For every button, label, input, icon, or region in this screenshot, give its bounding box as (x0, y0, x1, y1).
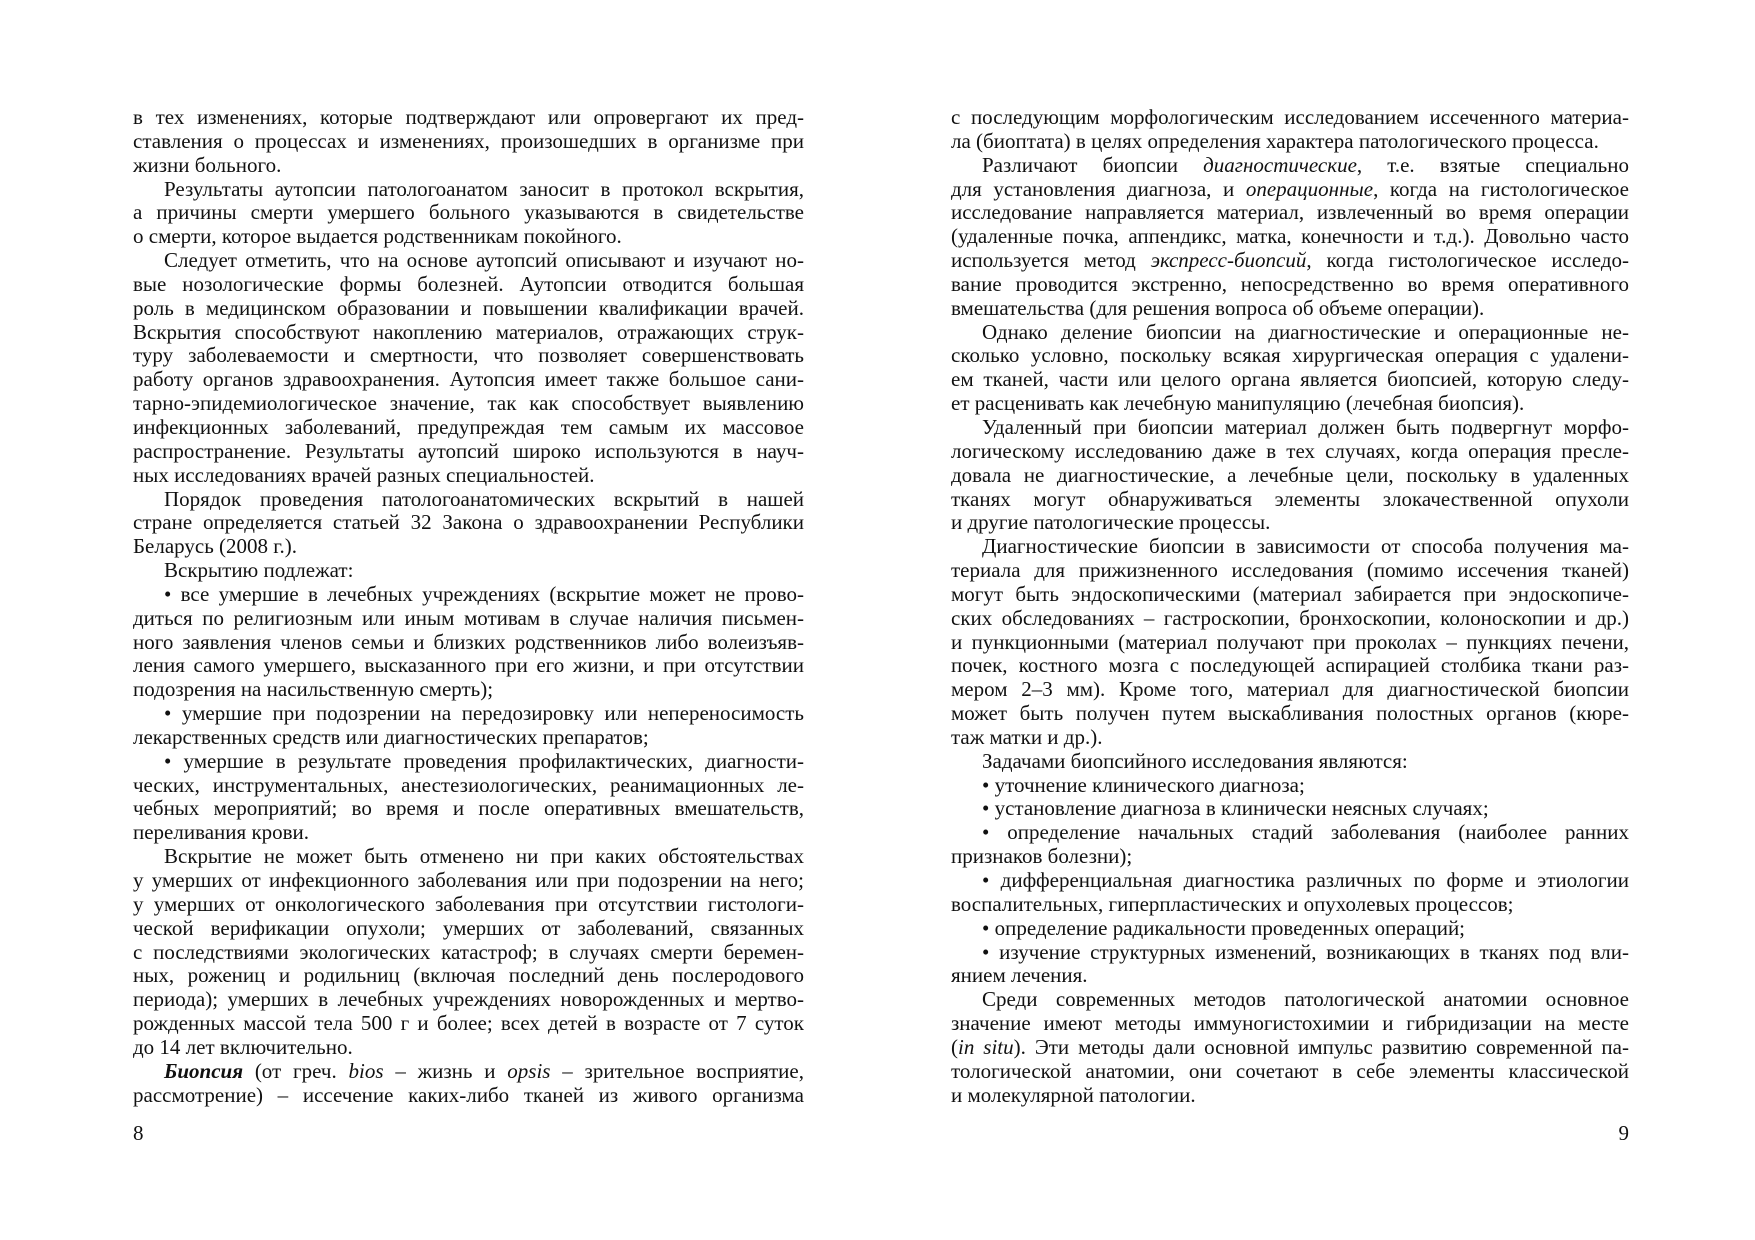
text-segment: тологической анатомии, они сочетают в себе элементы классической (951, 1058, 1629, 1083)
text-line (133, 1012, 804, 1036)
text-line (133, 726, 804, 750)
text-segment: логическому исследованию даже в тех случаях, когда операция пресле- (951, 438, 1629, 463)
text-line (951, 583, 1629, 607)
italic-term: bios (348, 1058, 384, 1083)
text-segment: почек, костного мозга с последующей аспирацией столбика ткани раз- (951, 653, 1629, 678)
text-line (951, 869, 1629, 893)
text-segment: ческой верификации опухоли; умерших от заболеваний, связанных (133, 915, 804, 940)
text-line (951, 797, 1629, 821)
italic-term: in situ (958, 1034, 1014, 1059)
text-line (951, 702, 1629, 726)
text-segment: ных, рожениц и родильниц (включая последний день послеродового (133, 963, 804, 988)
italic-term: операционные (1245, 176, 1374, 201)
text-segment: • умершие в результате проведения профилактических, диагности- (164, 748, 804, 773)
text-segment: может быть получен путем выскабливания полостных органов (кюре- (951, 701, 1629, 726)
text-segment: ления самого умершего, высказанного при его жизни, и при отсутствии (133, 653, 804, 678)
page-number-left: 8 (133, 1121, 144, 1145)
text-line (951, 941, 1629, 965)
text-line (951, 106, 1629, 130)
text-segment: до 14 лет включительно. (133, 1034, 353, 1059)
text-line (133, 917, 804, 941)
text-line (133, 559, 804, 583)
text-line (951, 297, 1629, 321)
text-line (133, 488, 804, 512)
text-segment: а причины смерти умершего больного указываются в свидетельстве (133, 200, 804, 225)
text-segment: Среди современных методов патологической анатомии основное (982, 987, 1629, 1012)
text-segment: довала не диагностические, а лечебные цели, поскольку в удаленных (951, 462, 1629, 487)
text-line (133, 440, 804, 464)
text-line (133, 797, 804, 821)
text-segment: Вскрытие не может быть отменено ни при каких обстоятельствах (164, 844, 804, 869)
text-segment: вые нозологические формы болезней. Аутопсии отводится большая (133, 271, 804, 296)
text-segment: у умерших от онкологического заболевания при отсутствии гистологи- (133, 891, 804, 916)
text-segment: Однако деление биопсии на диагностические и операционные не- (982, 319, 1629, 344)
text-line (133, 893, 804, 917)
text-segment: , т.е. взятые специально (1356, 152, 1629, 177)
text-segment: • дифференциальная диагностика различных по форме и этиологии (982, 868, 1629, 892)
text-segment: периода); умерших в лечебных учреждениях новорожденных и мертво- (133, 987, 804, 1012)
text-line (133, 368, 804, 392)
text-line (951, 249, 1629, 273)
text-line (951, 917, 1629, 941)
text-segment: мером 2–3 мм). Кроме того, материал для диагностической биопсии (951, 677, 1629, 702)
text-segment: ). Эти методы дали основной импульс развитию современной па- (1013, 1034, 1629, 1059)
text-segment: инфекционных заболеваний, предупреждая тем самым их массовое (133, 414, 804, 439)
text-segment: работу органов здравоохранения. Аутопсия имеет также большое сани- (133, 367, 804, 392)
text-segment: роль в медицинском образовании и повышении квалификации врачей. (133, 295, 804, 320)
text-segment: янием лечения. (951, 963, 1088, 988)
bold-italic-term: Биопсия (164, 1058, 244, 1083)
text-line (133, 297, 804, 321)
text-line (951, 130, 1629, 154)
text-segment: стране определяется статьей 32 Закона о здравоохранении Республики (133, 510, 804, 535)
text-line (133, 607, 804, 631)
text-segment: диться по религиозным или иным мотивам в случае наличия письмен- (133, 605, 804, 630)
text-line (951, 201, 1629, 225)
text-segment: признаков болезни); (951, 844, 1133, 869)
text-segment: • изучение структурных изменений, возникающих в тканях под вли- (982, 939, 1629, 964)
text-segment: вмешательства (для решения вопроса об объеме операции). (951, 295, 1485, 320)
text-segment: , когда на гистологическое (1373, 176, 1629, 201)
text-line (951, 392, 1629, 416)
text-segment: переливания крови. (133, 820, 310, 845)
text-line (951, 273, 1629, 297)
text-line (951, 774, 1629, 798)
text-line (951, 440, 1629, 464)
text-line (133, 583, 804, 607)
text-segment: ( (951, 1034, 958, 1059)
text-segment: ских обследованиях – гастроскопии, бронхоскопии, колоноскопии и др.) (951, 605, 1629, 630)
text-line (133, 535, 804, 559)
text-segment: рассмотрение) – иссечение каких-либо тканей из живого организма (133, 1082, 804, 1107)
text-line (951, 821, 1629, 845)
text-line (951, 726, 1629, 750)
text-segment: Удаленный при биопсии материал должен быть подвергнут морфо- (982, 414, 1629, 439)
text-segment: и молекулярной патологии. (951, 1082, 1196, 1107)
text-segment: подозрения на насильственную смерть); (133, 677, 494, 702)
text-line (133, 273, 804, 297)
text-segment: о смерти, которое выдается родственникам покойного. (133, 224, 622, 249)
text-segment: Вскрытию подлежат: (164, 558, 354, 583)
text-line (951, 1084, 1629, 1108)
text-segment: жизни больного. (133, 152, 282, 177)
text-segment: • определение радикальности проведенных операций; (982, 915, 1466, 940)
text-line (951, 488, 1629, 512)
text-line (133, 416, 804, 440)
text-line (133, 678, 804, 702)
text-line (133, 130, 804, 154)
text-line (133, 106, 804, 130)
text-segment: лекарственных средств или диагностических препаратов; (133, 724, 649, 749)
text-line (951, 964, 1629, 988)
text-segment: • умершие при подозрении на передозировку или непереносимость (164, 701, 804, 726)
text-segment: у умерших от инфекционного заболевания или при подозрении на него; (133, 868, 804, 892)
text-line (133, 344, 804, 368)
text-segment: ла (биоптата) в целях определения характера патологического процесса. (951, 128, 1599, 153)
text-segment: Диагностические биопсии в зависимости от способа получения ма- (982, 534, 1629, 559)
text-line (951, 988, 1629, 1012)
text-line (133, 654, 804, 678)
text-line (133, 464, 804, 488)
text-segment: Задачами биопсийного исследования являются: (982, 748, 1408, 773)
text-line (951, 368, 1629, 392)
text-line (133, 702, 804, 726)
text-line (133, 1084, 804, 1108)
text-line (951, 559, 1629, 583)
text-line (133, 249, 804, 273)
text-line (951, 1012, 1629, 1036)
text-segment: Различают биопсии (982, 152, 1204, 177)
text-line (133, 201, 804, 225)
text-segment: (от греч. (243, 1058, 349, 1083)
text-segment: используется метод (951, 248, 1151, 273)
text-segment: чебных мероприятий; во время и после оперативных вмешательств, (133, 796, 804, 821)
text-line (133, 511, 804, 535)
text-line (951, 893, 1629, 917)
text-line (951, 178, 1629, 202)
text-line (133, 1060, 804, 1084)
text-line (133, 154, 804, 178)
italic-term: opsis (507, 1058, 551, 1083)
italic-term: экспресс-биопсий (1150, 248, 1307, 273)
text-line (951, 631, 1629, 655)
text-line (951, 654, 1629, 678)
text-segment: ческих, инструментальных, анестезиологических, реанимационных ле- (133, 772, 804, 797)
text-segment: ет расценивать как лечебную манипуляцию (лечебная биопсия). (951, 391, 1525, 416)
text-line (951, 535, 1629, 559)
text-line (133, 631, 804, 655)
text-segment: и пункционными (материал получают при проколах – пункциях печени, (951, 629, 1629, 654)
text-segment: ем тканей, части или целого органа является биопсией, которую следу- (951, 367, 1629, 392)
text-segment: с последующим морфологическим исследованием иссеченного материа- (951, 105, 1629, 129)
text-segment: исследование направляется материал, извлеченный во время операции (951, 200, 1629, 225)
text-segment: воспалительных, гиперпластических и опухолевых процессов; (951, 891, 1514, 916)
text-line (951, 607, 1629, 631)
text-line (951, 1060, 1629, 1084)
text-segment: териала для прижизненного исследования (помимо иссечения тканей) (951, 558, 1629, 583)
text-segment: Порядок проведения патологоанатомических вскрытий в нашей (164, 486, 804, 511)
page-number-right: 9 (1618, 1121, 1629, 1145)
text-line (951, 845, 1629, 869)
text-line (133, 869, 804, 893)
text-line (133, 821, 804, 845)
text-line (133, 392, 804, 416)
text-segment: • установление диагноза в клинически неясных случаях; (982, 796, 1489, 821)
right-page-text (951, 106, 1629, 1107)
text-line (951, 344, 1629, 368)
text-segment: ных исследованиях врачей разных специальностей. (133, 462, 595, 487)
text-line (133, 750, 804, 774)
text-segment: (удаленные почка, аппендикс, матка, конечности и т.д.). Довольно часто (951, 224, 1629, 249)
text-line (133, 774, 804, 798)
text-line (951, 416, 1629, 440)
text-segment: с последствиями экологических катастроф; в случаях смерти беремен- (133, 939, 804, 964)
text-segment: вание проводится экстренно, непосредственно во время оперативного (951, 271, 1629, 296)
text-line (133, 225, 804, 249)
text-segment: – жизнь и (383, 1058, 508, 1083)
text-line (951, 225, 1629, 249)
left-page-text (133, 106, 804, 1107)
text-line (133, 941, 804, 965)
text-segment: • уточнение клинического диагноза; (982, 772, 1305, 797)
text-segment: Беларусь (2008 г.). (133, 534, 298, 559)
text-segment: • определение начальных стадий заболевания (наиболее ранних (982, 820, 1629, 845)
text-segment: распространение. Результаты аутопсий широко используются в науч- (133, 438, 804, 463)
text-segment: Результаты аутопсии патологоанатом заносит в протокол вскрытия, (164, 176, 804, 201)
text-line (951, 321, 1629, 345)
text-line (133, 988, 804, 1012)
text-segment: Следует отметить, что на основе аутопсий описывают и изучают но- (164, 248, 804, 273)
text-segment: в тех изменениях, которые подтверждают или опровергают их пред- (133, 105, 804, 129)
text-line (133, 964, 804, 988)
text-segment: тарно-эпидемиологическое значение, так как способствует выявлению (133, 391, 804, 416)
text-segment: сколько условно, поскольку всякая хирургическая операция с удалени- (951, 343, 1629, 368)
text-line (951, 464, 1629, 488)
text-segment: ного заявления членов семьи и близких родственников либо волеизъяв- (133, 629, 804, 654)
text-segment: , когда гистологическое исследо- (1306, 248, 1630, 273)
text-line (951, 511, 1629, 535)
text-line (133, 845, 804, 869)
text-segment: – зрительное восприятие, (550, 1058, 804, 1083)
text-segment: таж матки и др.). (951, 724, 1103, 749)
text-segment: туру заболеваемости и смертности, что позволяет совершенствовать (133, 343, 804, 368)
text-line (133, 1036, 804, 1060)
text-line (133, 321, 804, 345)
text-line (951, 678, 1629, 702)
text-segment: Вскрытия способствуют накоплению материалов, отражающих струк- (133, 319, 804, 344)
text-segment: для установления диагноза, и (951, 176, 1246, 201)
text-line (951, 1036, 1629, 1060)
text-line (133, 178, 804, 202)
text-segment: • все умершие в лечебных учреждениях (вскрытие может не прово- (164, 581, 804, 606)
text-segment: тканях могут обнаруживаться элементы злокачественной опухоли (951, 486, 1629, 511)
text-segment: рожденных массой тела 500 г и более; всех детей в возрасте от 7 суток (133, 1011, 804, 1036)
text-segment: ставления о процессах и изменениях, произошедших в организме при (133, 128, 804, 153)
text-segment: могут быть эндоскопическими (материал забирается при эндоскопиче- (951, 581, 1629, 606)
italic-term: диагностические (1203, 152, 1357, 177)
text-line (951, 750, 1629, 774)
text-segment: и другие патологические процессы. (951, 510, 1271, 535)
text-line (951, 154, 1629, 178)
text-segment: значение имеют методы иммуногистохимии и гибридизации на месте (951, 1011, 1629, 1036)
